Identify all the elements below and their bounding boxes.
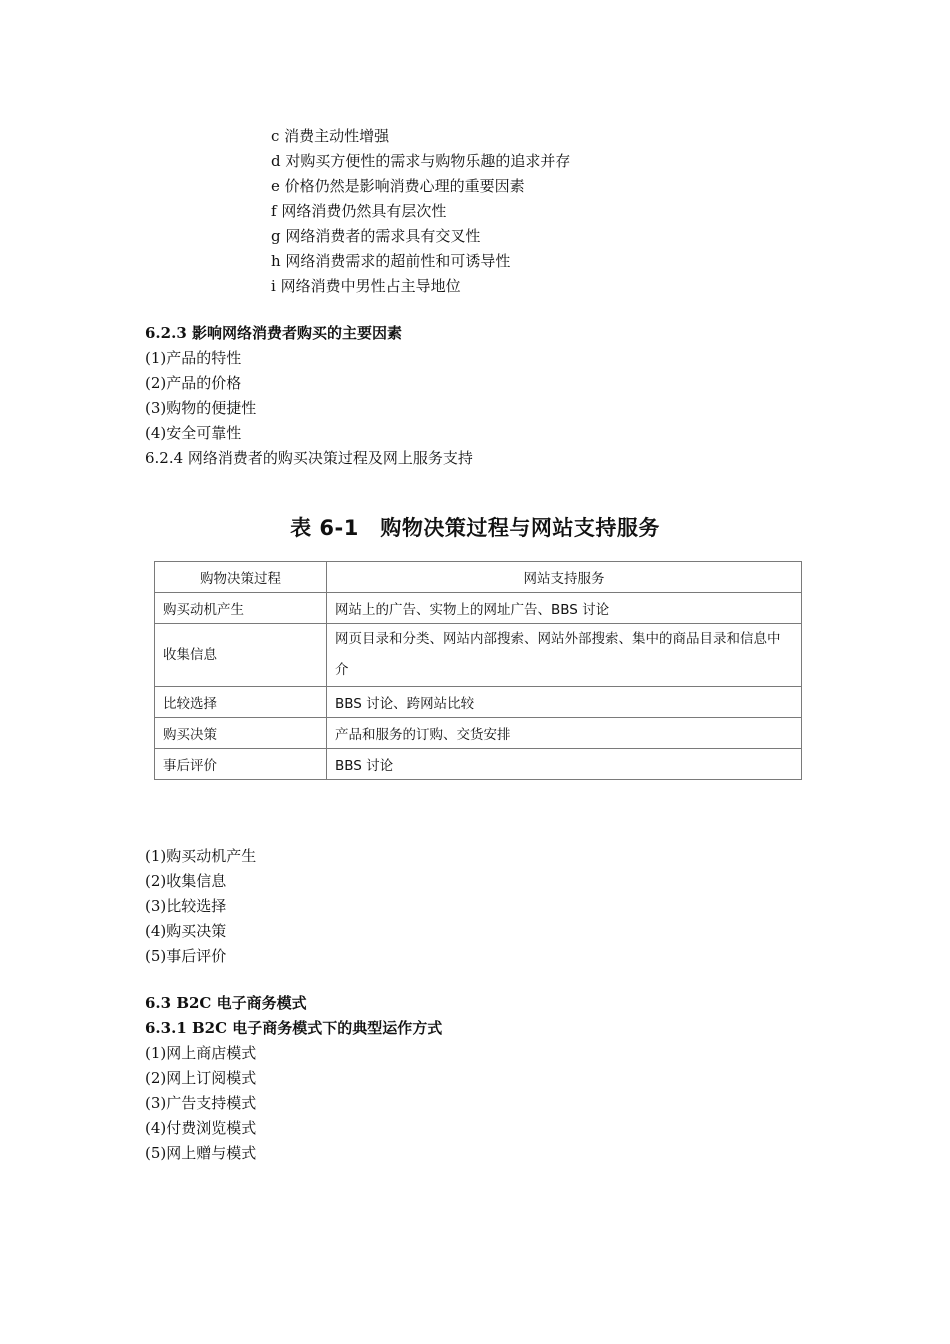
section-heading-6-3: 6.3 B2C 电子商务模式: [145, 994, 307, 1012]
list-item: e 价格仍然是影响消费心理的重要因素: [271, 177, 525, 195]
list-item: (1)产品的特性: [145, 349, 242, 367]
list-item: (3)广告支持模式: [145, 1094, 257, 1112]
table-caption: 表 6-1 购物决策过程与网站支持服务: [290, 516, 660, 540]
list-item: h 网络消费需求的超前性和可诱导性: [271, 252, 511, 270]
decision-process-table: [154, 561, 802, 780]
table-cell: 购买决策: [155, 718, 327, 749]
list-item: (2)产品的价格: [145, 374, 242, 392]
list-item: (5)网上赠与模式: [145, 1144, 257, 1162]
list-item: d 对购买方便性的需求与购物乐趣的追求并存: [271, 152, 571, 170]
list-item: c 消费主动性增强: [271, 127, 390, 145]
table-row: [155, 687, 802, 718]
list-item: i 网络消费中男性占主导地位: [271, 277, 461, 295]
table-cell: 网页目录和分类、网站内部搜索、网站外部搜索、集中的商品目录和信息中介: [327, 624, 802, 687]
table-row: [155, 749, 802, 780]
list-item: g 网络消费者的需求具有交叉性: [271, 227, 481, 245]
list-item: (4)购买决策: [145, 922, 227, 940]
list-item: (4)安全可靠性: [145, 424, 242, 442]
table-cell: 事后评价: [155, 749, 327, 780]
list-item: (4)付费浏览模式: [145, 1119, 257, 1137]
table-row: [155, 624, 802, 687]
table-cell: 购买动机产生: [155, 593, 327, 624]
section-heading-6-2-4: 6.2.4 网络消费者的购买决策过程及网上服务支持: [145, 449, 473, 467]
table-row: [155, 718, 802, 749]
list-item: (3)比较选择: [145, 897, 227, 915]
section-heading-6-3-1: 6.3.1 B2C 电子商务模式下的典型运作方式: [145, 1019, 443, 1037]
list-item: (1)购买动机产生: [145, 847, 257, 865]
list-item: (2)收集信息: [145, 872, 227, 890]
table-header-row: [155, 562, 802, 593]
table-cell: BBS 讨论: [327, 749, 802, 780]
table-cell: 比较选择: [155, 687, 327, 718]
list-item: (1)网上商店模式: [145, 1044, 257, 1062]
table-cell: 产品和服务的订购、交货安排: [327, 718, 802, 749]
column-header: 购物决策过程: [155, 562, 327, 593]
table-cell: 网站上的广告、实物上的网址广告、BBS 讨论: [327, 593, 802, 624]
table-cell: 收集信息: [155, 624, 327, 687]
table-row: [155, 593, 802, 624]
list-item: (5)事后评价: [145, 947, 227, 965]
list-item: (2)网上订阅模式: [145, 1069, 257, 1087]
section-heading-6-2-3: 6.2.3 影响网络消费者购买的主要因素: [145, 324, 402, 342]
list-item: (3)购物的便捷性: [145, 399, 257, 417]
list-item: f 网络消费仍然具有层次性: [271, 202, 447, 220]
column-header: 网站支持服务: [327, 562, 802, 593]
table-cell: BBS 讨论、跨网站比较: [327, 687, 802, 718]
